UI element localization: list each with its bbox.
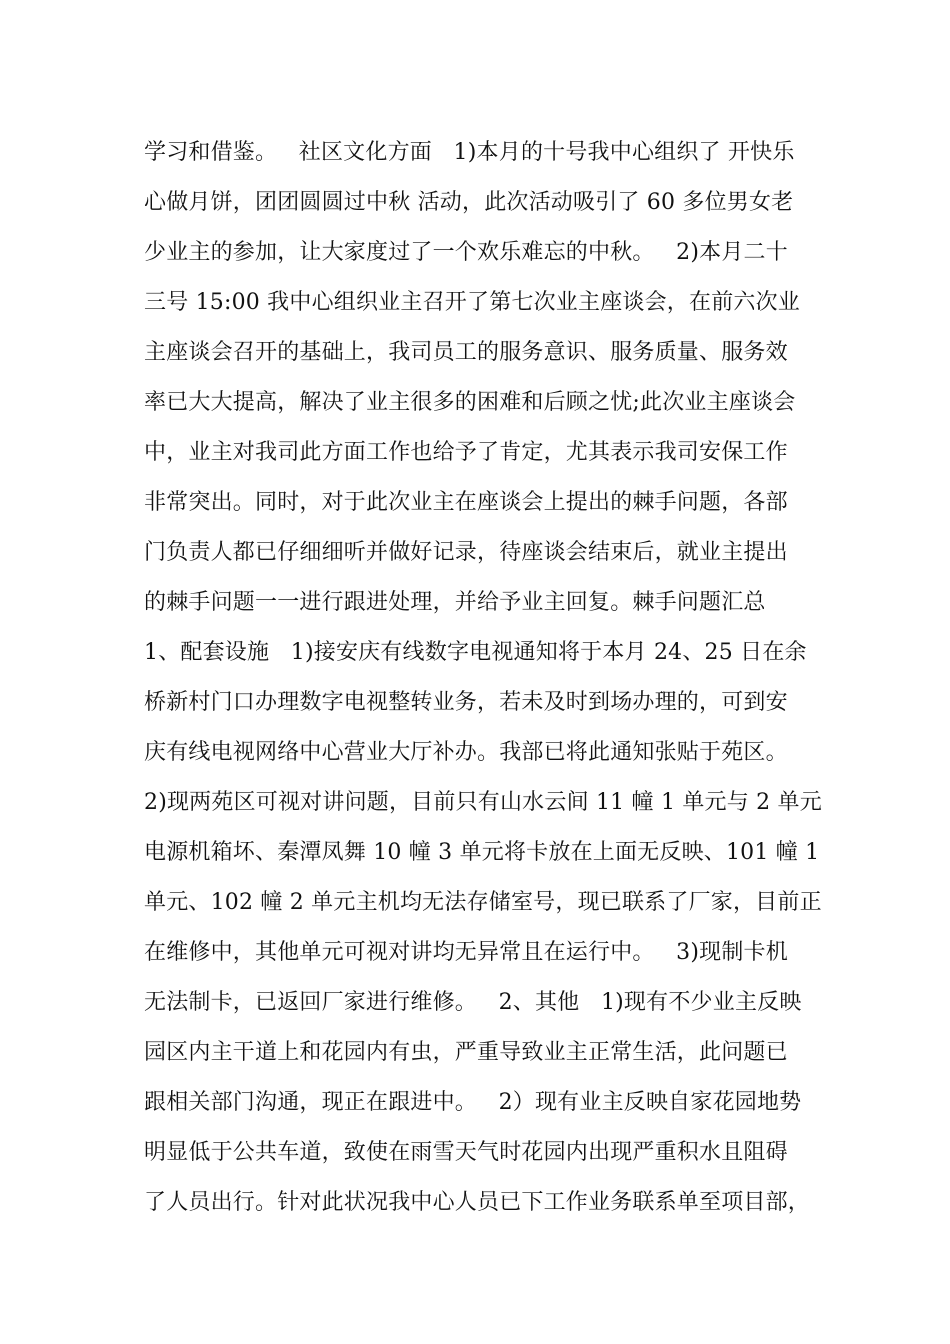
body-text (144, 128, 824, 1228)
text-line: 桥新村门口办理数字电视整转业务，若未及时到场办理的，可到安 (144, 690, 788, 715)
text-line: 率已大大提高，解决了业主很多的困难和后顾之忧;此次业主座谈会 (144, 390, 796, 415)
text-line: 门负责人都已仔细细听并做好记录，待座谈会结束后，就业主提出 (144, 540, 788, 565)
text-line: 心做月饼，团团圆圆过中秋 活动，此次活动吸引了 60 多位男女老 (144, 190, 794, 215)
text-line: 中，业主对我司此方面工作也给予了肯定，尤其表示我司安保工作 (144, 440, 788, 465)
text-line: 单元、102 幢 2 单元主机均无法存储室号，现已联系了厂家，目前正 (144, 890, 822, 915)
text-line: 非常突出。同时，对于此次业主在座谈会上提出的棘手问题，各部 (144, 490, 788, 515)
text-line: 电源机箱坏、秦潭凤舞 10 幢 3 单元将卡放在上面无反映、101 幢 1 (144, 840, 820, 865)
text-line: 主座谈会召开的基础上，我司员工的服务意识、服务质量、服务效 (144, 340, 788, 365)
text-line: 少业主的参加，让大家度过了一个欢乐难忘的中秋。 2)本月二十 (144, 240, 788, 265)
text-line: 无法制卡，已返回厂家进行维修。 2、其他 1)现有不少业主反映 (144, 990, 802, 1015)
text-line: 在维修中，其他单元可视对讲均无异常且在运行中。 3)现制卡机 (144, 940, 788, 965)
text-line: 1、配套设施 1)接安庆有线数字电视通知将于本月 24、25 日在余 (144, 640, 807, 665)
text-line: 明显低于公共车道，致使在雨雪天气时花园内出现严重积水且阻碍 (144, 1140, 788, 1165)
text-line: 三号 15:00 我中心组织业主召开了第七次业主座谈会，在前六次业 (144, 290, 800, 315)
text-line: 跟相关部门沟通，现正在跟进中。 2）现有业主反映自家花园地势 (144, 1090, 802, 1115)
text-line: 园区内主干道上和花园内有虫，严重导致业主正常生活，此问题已 (144, 1040, 788, 1065)
text-line: 2)现两苑区可视对讲问题，目前只有山水云间 11 幢 1 单元与 2 单元 (144, 790, 822, 815)
text-line: 庆有线电视网络中心营业大厅补办。我部已将此通知张贴于苑区。 (144, 740, 788, 765)
text-line: 学习和借鉴。 社区文化方面 1)本月的十号我中心组织了 开快乐 (144, 140, 795, 165)
text-line: 的棘手问题一一进行跟进处理，并给予业主回复。棘手问题汇总 (144, 590, 766, 615)
text-line: 了人员出行。针对此状况我中心人员已下工作业务联系单至项目部， (144, 1190, 811, 1215)
